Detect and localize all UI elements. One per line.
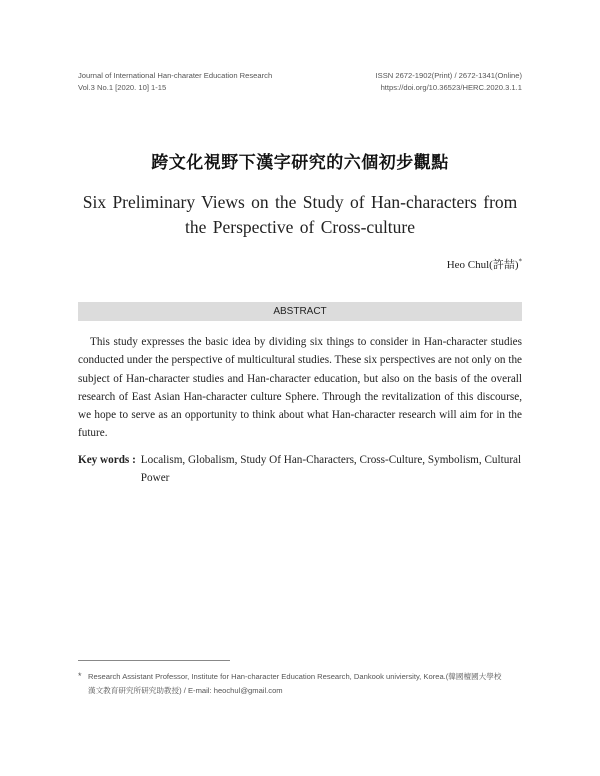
- chinese-title: 跨文化視野下漢字研究的六個初步觀點: [151, 153, 449, 173]
- footnote-text: [78, 670, 538, 698]
- issn: ISSN 2672-1902(Print) / 2672-1341(Online): [375, 71, 522, 80]
- footnote-divider: [78, 660, 230, 661]
- journal-name: Journal of International Han-charater Education Research: [78, 71, 273, 80]
- keywords-block: [78, 451, 522, 487]
- abstract-body: This study expresses the basic idea by dividing six things to consider in Han-character studies conducted under the perspective of multicultural studies. These six perspectives are not only on the subject of Han-character studies and Han-character education, but also on the basis of the overall research of East Asian Han-character culture Sphere. Through the revitalization of this discourse, we hope to serve as an opportunity to think about what Han-character research will aim for in the future.: [78, 336, 522, 440]
- author-name: Heo Chul(許喆): [446, 259, 519, 271]
- doi-link[interactable]: https://doi.org/10.36523/HERC.2020.3.1.1: [380, 83, 522, 92]
- header-row-2: [78, 82, 522, 94]
- volume-info: Vol.3 No.1 [2020. 10] 1-15: [78, 83, 167, 92]
- keywords-label: Key words :: [78, 454, 136, 466]
- author-footnote-mark: *: [518, 257, 522, 266]
- keywords-list: Localism, Globalism, Study Of Han-Characters, Cross-Culture, Symbolism, Cultural Power: [140, 454, 522, 484]
- footnote-line-2: 漢文教育研究所研究助教授) / E-mail: heochul@gmail.com: [88, 686, 283, 695]
- header-row-1: [78, 70, 522, 82]
- footnote-line-1: Research Assistant Professor, Institute for Han-character Education Research, Dankook univiersity, Korea.(韓國檀國大學校: [88, 672, 502, 681]
- footnote-mark: *: [78, 671, 82, 681]
- abstract-heading: ABSTRACT: [78, 302, 522, 321]
- footnote: [78, 670, 538, 698]
- author-line: [447, 256, 522, 272]
- running-header: [78, 70, 522, 94]
- english-title: Six Preliminary Views on the Study of Han-characters from the Perspective of Cross-culture: [82, 192, 518, 237]
